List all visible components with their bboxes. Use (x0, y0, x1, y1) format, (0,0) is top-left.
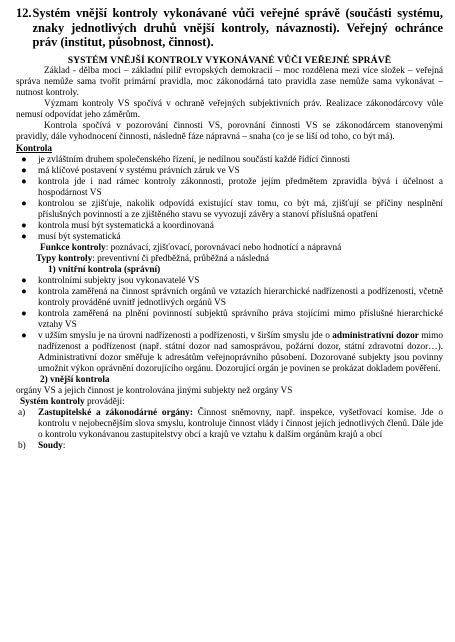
list-item: a) Zastupitelské a zákonodárné orgány: Činnost sněmovny, např. inspekce, vyšetřovací komise. Jde o kontrolu v nejobecnějším slova smyslu, kontroluje činnost vlády i činnost jejích jednotlivých členů. Dále jde o kontrolu vykonávanou zastupitelstvy obcí a krajů ve vztahu k dalším orgánům krajů a obcí (18, 407, 443, 440)
kontrola-bullet-list (16, 155, 443, 243)
vnejsi-kontrola-line: orgány VS a jejich činnost je kontrolována jinými subjekty než orgány VS (16, 385, 293, 396)
list-item: ● kontrolou se zjišťuje, nakolik odpovídá existující stav tomu, co být má, zjišťují se příčiny nesplnění příslušných povinností a ze zjištěného stavu se vyvozují závěry a stanoví příslušná opatření (21, 198, 443, 220)
intro-paragraph-2: Výzmam kontroly VS spočívá v ochraně veřejných subjektivních práv. Realizace zákonodárcovy vůle nemusí odpovídat jeho záměrům. (16, 98, 443, 120)
bullet-icon: ● (21, 154, 27, 165)
vnitrni-kontrola-heading: 1) vnitřní kontrola (správní) (48, 264, 161, 275)
list-item: ● kontrola musí být systematická a koordinovaná (21, 220, 214, 231)
kontrola-label: Kontrola (16, 143, 52, 154)
system-kontroly-line: Systém kontroly provádějí: (20, 396, 125, 407)
section-heading: SYSTÉM VNĚJŠÍ KONTROLY VYKONÁVANÉ VŮČI VEŘEJNÉ SPRÁVĚ (67, 54, 392, 66)
title-text: Systém vnější kontroly vykonávané vůči veřejné správě (součásti systému, znaky jednotlivých druhů vnější kontroly, návaznosti). Veřejný ochránce práv (institut, působnost, činnost). (32, 6, 443, 50)
list-item: ● kontrola zaměřená na činnost správních orgánů ve vztazích hierarchické nadřízenosti a podřízenosti, včetně kontroly prováděné uvnitř jednotlivých orgánů VS (21, 286, 443, 308)
list-item: ● kontrola jde i nad rámec kontroly zákonnosti, protože jejím předmětem zpravidla bývá i účelnost a hospodárnost VS (21, 176, 443, 198)
intro-paragraph-3: Kontrola spočívá v pozorování činnosti VS, porovnání činnosti VS se zákonodárcem stanovenými pravidly, dále vyhodnocení činnosti, následně fáze nápravná – snaha (co je se liší od toho, co být má). (16, 120, 443, 142)
list-item: ● v užším smyslu je na úrovni nadřízenosti a podřízenosti, v širším smyslu jde o administrativní dozor mimo nadřízenost a podřízenost (např. státní dozor nad samosprávou, požární dozor, státní zdravotní dozor…). Administrativní dozor směřuje k adresátům veřejnoprávního působení. Dozorované subjekty jsou povinny umožnit výkon oprávnění dozorujícího orgánu. Dozorující orgán je povinen se prokázat dokladem pověření. (21, 330, 443, 374)
list-item: ● musí být systematická (21, 231, 121, 242)
typy-kontroly-line: Typy kontroly: preventivní či předběžná, průběžná a následná (36, 253, 270, 264)
list-item: ● má klíčové postavení v systému právních záruk ve VS (21, 165, 240, 176)
list-item: b) Soudy: (18, 440, 66, 451)
vnitrni-bullet-list (16, 276, 443, 375)
bullet-icon: ● (21, 220, 27, 231)
document-body (16, 55, 443, 452)
funkce-kontroly-line: Funkce kontroly: poznávací, zjišťovací, porovnávací nebo hodnotící a nápravná (40, 242, 342, 253)
document-title (16, 6, 443, 50)
title-number: 12. (16, 6, 32, 20)
vnejsi-kontrola-heading: 2) vnější kontrola (40, 374, 110, 385)
bullet-icon: ● (21, 165, 27, 176)
bullet-icon: ● (21, 286, 27, 297)
list-item: ● kontrola zaměřená na plnění povinností subjektů správního práva stojícími mimo příslušné hierarchické vztahy VS (21, 308, 443, 330)
bullet-icon: ● (21, 330, 27, 341)
bullet-icon: ● (21, 176, 27, 187)
list-item: ● kontrolními subjekty jsou vykonavatelé VS (21, 275, 200, 286)
vnejsi-kontrola-list (16, 408, 443, 452)
bullet-icon: ● (21, 231, 27, 242)
bullet-icon: ● (21, 198, 27, 209)
intro-paragraph-1: Základ - dělba moci – základní pilíř evropských demokracií – moc rozdělena mezi více složek – veřejná správa nemůže sama tvořit primární pravidla, moc zákonodárná tato pravidla zase nemůže sama vykonávat – nutnost kontroly. (16, 65, 443, 98)
bullet-icon: ● (21, 275, 27, 286)
list-item: ● je zvláštním druhem společenského řízení, je nedílnou součástí každé řídící činnosti (21, 154, 351, 165)
bullet-icon: ● (21, 308, 27, 319)
